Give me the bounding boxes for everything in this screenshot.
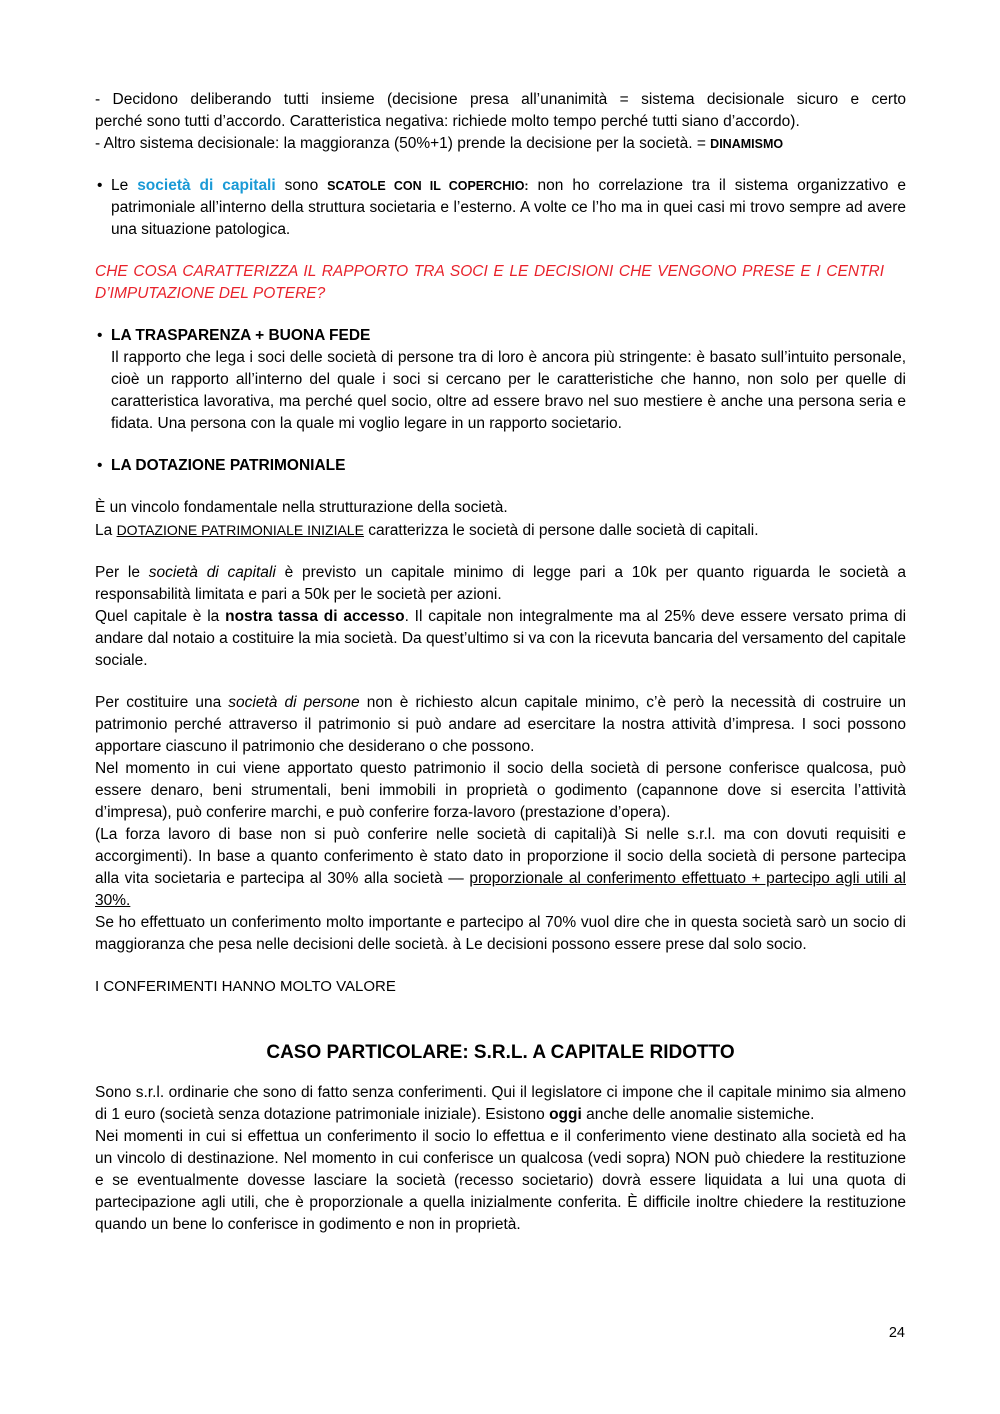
paragraph [95,692,906,758]
italic-term: società di persone [228,694,360,711]
highlight-term: società di capitali [137,177,276,194]
spacer [95,542,906,562]
text-span: caratterizza le società di persone dalle società di capitali. [363,522,759,539]
paragraph: Nei momenti in cui si effettua un conferimento il socio lo effettua e il conferimento viene destinato alla società ed ha un vincolo di destinazione. Nel momento in cui conferisce un qualcosa (vedi sopra) NON può chiedere la restituzione e se eventualmente dovesse lasciare la società (recesso societario) dovrà essere liquidata a lui una quota di partecipazione agli utili, che è proporzionale a quella inizialmente conferita. È difficile inoltre chiedere la restituzione quando un bene lo conferisce in godimento e non in proprietà. [95,1128,906,1233]
text-span: Per costituire una [95,694,229,711]
paragraph [95,824,906,912]
bullet-item-dotazione [95,455,906,477]
spacer [95,155,906,175]
bold-term: nostra tassa di accesso [225,608,405,625]
bullet-icon: • [97,457,103,474]
document-page [95,89,906,1236]
paragraph: Se ho effettuato un conferimento molto importante e partecipo al 70% vuol dire che in questa società sarò un socio di maggioranza che pesa nelle decisioni delle società. à Le decisioni possono essere prese dal solo socio. [95,914,906,953]
paragraph-line [95,519,906,542]
question-heading: CHE COSA CARATTERIZZA IL RAPPORTO TRA SOCI E LE DECISIONI CHE VENGONO PRESE E I CENTRI D’IMPUTAZIONE DEL POTERE? [95,263,884,302]
text-span: . Il capitale non integralmente ma al 25% deve essere versato prima di andare dal notaio a costituire la mia società. Da quest’ultimo si va con la ricevuta bancaria del versamento del capitale sociale. [95,608,907,669]
bullet-text: Il rapporto che lega i soci delle società di persone tra di loro è ancora più stringente: è basato sull’intuito personale, cioè un rapporto all’interno del quale i soci si cercano per le caratteristiche che hanno, non solo per quelle di caratteristica lavorativa, ma perché quel socio, oltre ad essere bravo nel suo mestiere è anche una persona seria e fidata. Una persona con la quale mi voglio legare in un rapporto societario. [111,349,906,432]
text-span: è previsto un capitale minimo di legge pari a 10k per quanto riguarda le società a responsabilità limitata e pari a 50k per le società per azioni. [95,564,906,603]
text-span: anche delle anomalie sistemiche. [581,1106,815,1123]
bold-term: oggi [549,1106,582,1123]
spacer [95,1066,906,1082]
paragraph-line: perché sono tutti d’accordo. Caratteristica negativa: richiede molto tempo perché tutti siano d’accordo). [95,113,800,130]
spacer [95,435,906,455]
text-span: Per le [95,564,149,581]
bullet-icon: • [97,177,103,194]
page-number: 24 [888,1325,905,1341]
paragraph-line: I CONFERIMENTI HANNO MOLTO VALORE [95,978,396,995]
paragraph [95,606,906,672]
italic-term: società di capitali [148,564,276,581]
text-span: Sono s.r.l. ordinarie che sono di fatto senza conferimenti. Qui il legislatore ci impone che il capitale minimo sia almeno di 1 euro (società senza dotazione patrimoniale iniziale). Esistono [95,1084,906,1123]
bullet-heading: LA TRASPARENZA + BUONA FEDE [111,327,371,344]
text-span: non è richiesto alcun capitale minimo, c’è però la necessità di costruire un patrimonio perché attraverso il patrimonio si può andare ad esercitare la nostra attività d’impresa. I soci possono apportare ciascuno il patrimonio che desiderano o che possono. [95,694,906,755]
section-title: CASO PARTICOLARE: S.R.L. A CAPITALE RIDOTTO [266,1042,735,1063]
text-span: non ho correlazione tra il sistema organizzativo e patrimoniale all’interno della struttura societaria e l’esterno. A volte ce l’ho ma in quei casi mi trovo sempre ad avere una situazione patologica. [111,177,906,238]
bullet-item-societa-di-capitali [95,175,906,241]
spacer [95,956,906,976]
text-span: Quel capitale è la [95,608,226,625]
paragraph: Nel momento in cui viene apportato questo patrimonio il socio della società di persone conferisce qualcosa, può essere denaro, beni strumentali, beni immobili in proprietà o godimento (capannone dove si esercita l’attività d’impresa), può conferire marchi, e può conferire forza-lavoro (prestazione d’opera). [95,760,906,821]
bullet-heading: LA DOTAZIONE PATRIMONIALE [111,457,346,474]
spacer [95,241,906,261]
bullet-icon: • [97,327,103,344]
paragraph-line: È un vincolo fondamentale nella strutturazione della società. [95,499,508,516]
spacer [95,998,906,1040]
spacer [95,672,906,692]
bold-term: SCATOLE CON IL COPERCHIO: [327,179,529,193]
bullet-text [111,175,906,241]
paragraph [95,562,906,606]
spacer [95,477,906,497]
text-span: - Altro sistema decisionale: la maggioranza (50%+1) prende la decisione per la società. = [95,135,711,152]
text-span: Le [111,177,138,194]
underlined-phrase: proporzionale al conferimento effettuato + partecipo agli utili al 30%. [95,870,906,909]
dinamismo-label: DINAMISMO [710,137,784,151]
spacer [95,305,906,325]
bullet-item-trasparenza [95,325,906,435]
paragraph [95,1082,906,1126]
underlined-term: DOTAZIONE PATRIMONIALE INIZIALE [116,522,364,538]
text-span: (La forza lavoro di base non si può conferire nelle società di capitali)à Si nelle s.r.l. ma con dovuti requisiti e accorgimenti). In base a quanto conferimento è stato dato in proporzione il socio della società di persone partecipa alla vita societaria e partecipa al 30% alla società — [95,826,906,887]
text-span: sono [275,177,328,194]
paragraph-line [95,133,906,155]
paragraph-line: - Decidono deliberando tutti insieme (decisione presa all’unanimità = sistema decisionale sicuro e certo [95,91,906,108]
text-span: La [95,522,117,539]
